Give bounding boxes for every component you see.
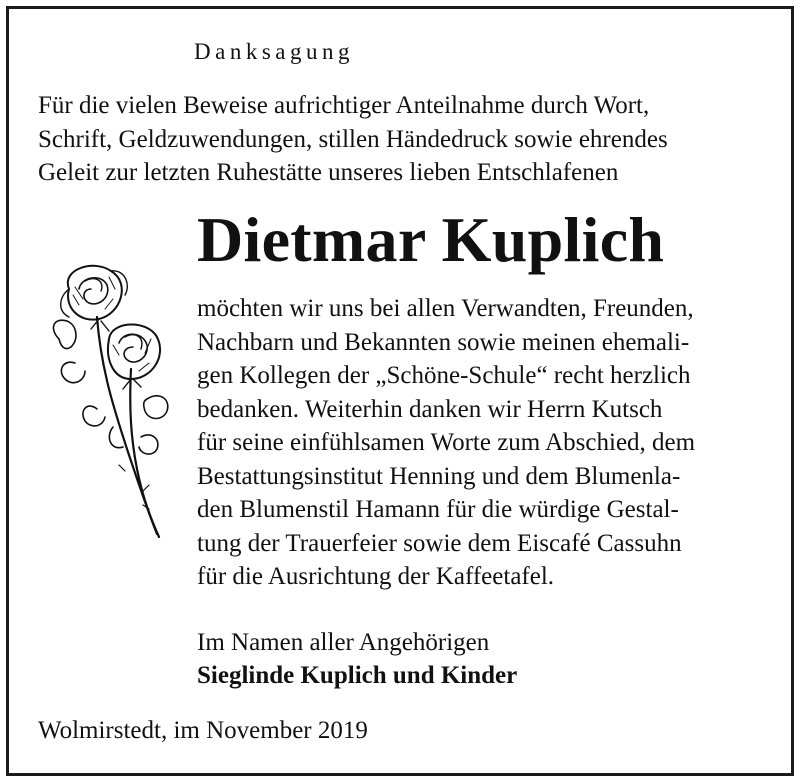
rose-icon bbox=[39, 259, 174, 539]
body-line: gen Kollegen der „Schöne-Schule“ recht herzlich bbox=[197, 362, 691, 389]
signature-block bbox=[197, 626, 517, 692]
body-line: möchten wir uns bei allen Verwandten, Freunden, bbox=[197, 295, 694, 322]
body-line: für die Ausrichtung der Kaffeetafel. bbox=[197, 563, 555, 590]
obituary-ad bbox=[6, 6, 794, 776]
body-line: Nachbarn und Bekannten sowie meinen ehemali- bbox=[197, 328, 690, 356]
heading: Danksagung bbox=[194, 39, 354, 64]
intro-line: Für die vielen Beweise aufrichtiger Anteilnahme durch Wort, bbox=[38, 92, 650, 119]
intro-text bbox=[38, 89, 668, 190]
body-line: tung der Trauerfeier sowie dem Eiscafé Cassuhn bbox=[197, 529, 682, 557]
signature-line: Im Namen aller Angehörigen bbox=[197, 629, 490, 656]
intro-line: Geleit zur letzten Ruhestätte unseres lieben Entschlafenen bbox=[38, 159, 619, 186]
intro-line: Schrift, Geldzuwendungen, stillen Händedruck sowie ehrendes bbox=[38, 125, 668, 153]
body-line: den Blumenstil Hamann für die würdige Gestal- bbox=[197, 496, 679, 523]
body-text bbox=[197, 292, 695, 594]
body-line: für seine einfühlsamen Worte zum Abschied, dem bbox=[197, 429, 696, 456]
body-line: Bestattungsinstitut Henning und dem Blumenla- bbox=[197, 462, 681, 490]
deceased-name: Dietmar Kuplich bbox=[197, 204, 665, 275]
place-date: Wolmirstedt, im November 2019 bbox=[38, 717, 368, 744]
body-line: bedanken. Weiterhin danken wir Herrn Kutsch bbox=[197, 395, 663, 423]
signature-names: Sieglinde Kuplich und Kinder bbox=[197, 662, 518, 689]
